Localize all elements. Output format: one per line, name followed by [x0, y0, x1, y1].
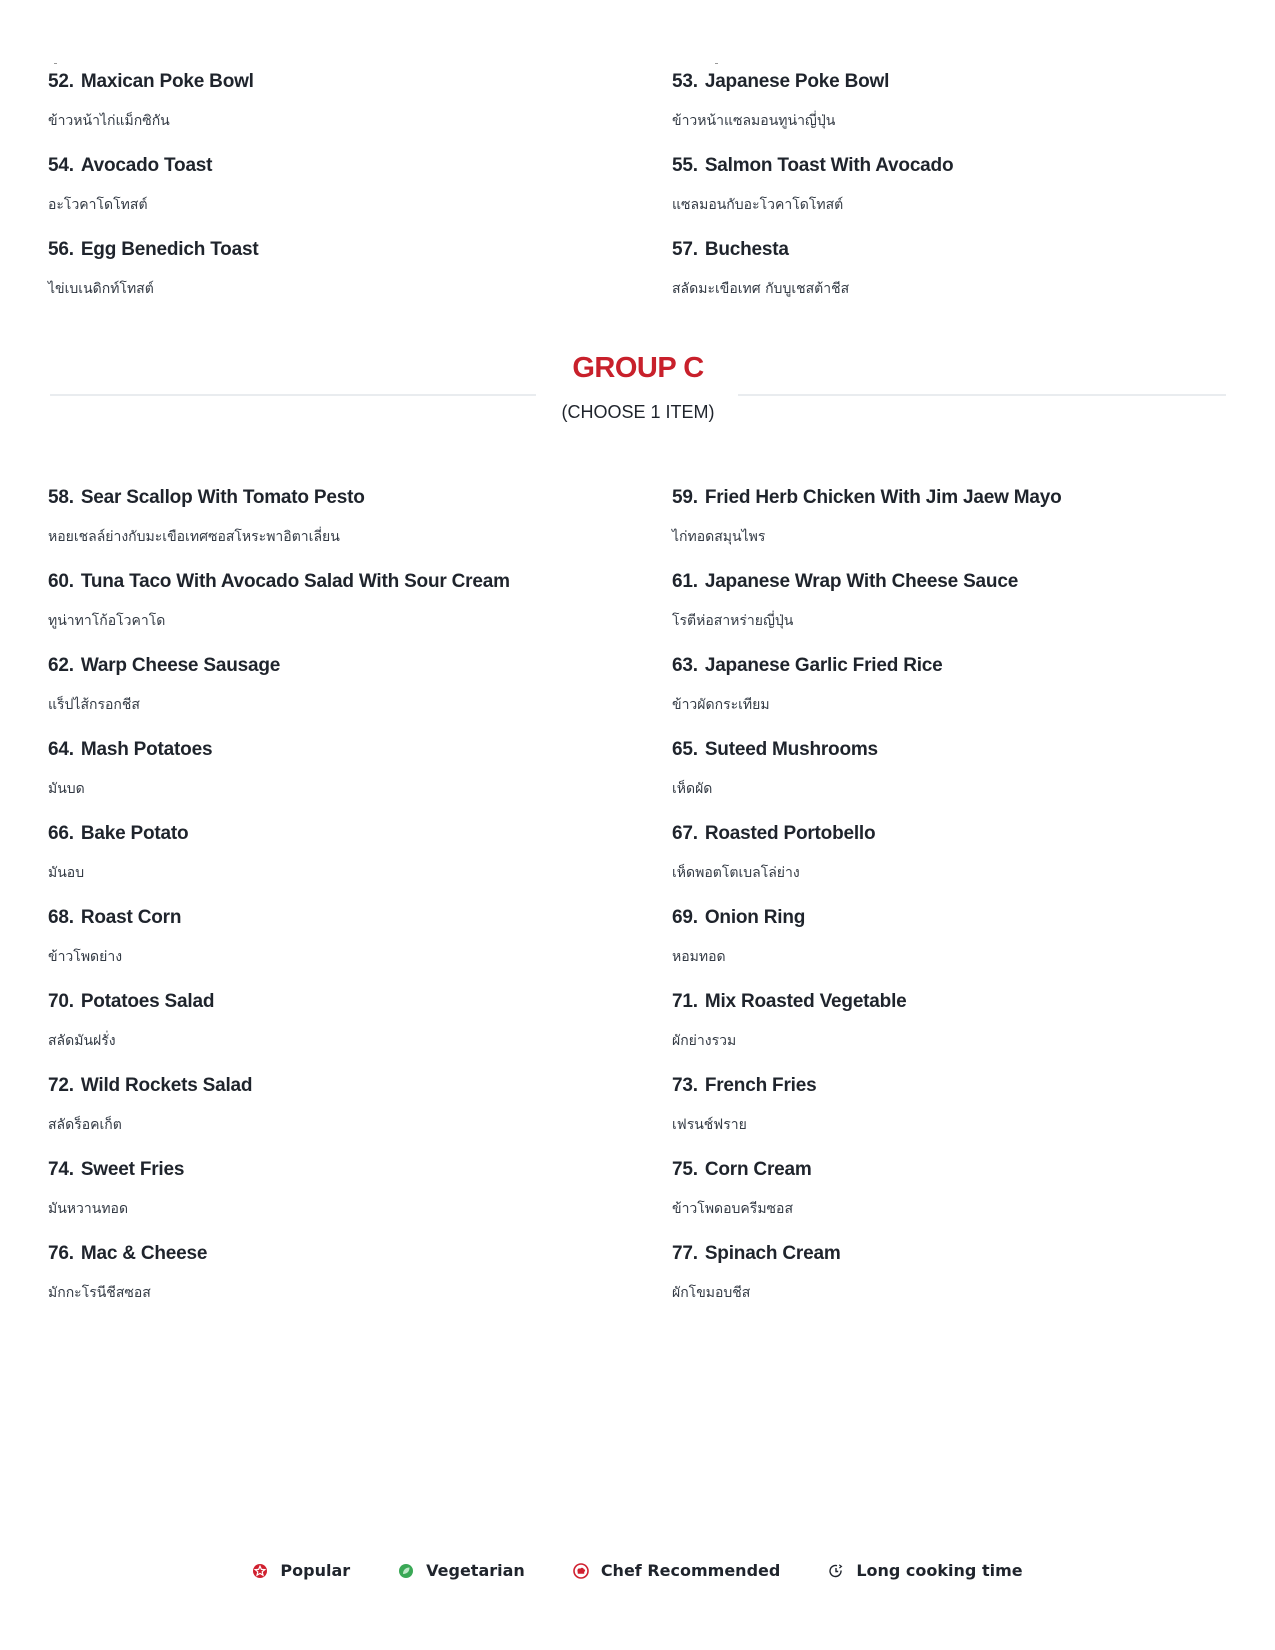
- menu-item-title: [48, 1242, 672, 1266]
- menu-item-thai-description: ทูน่าทาโก้อโวคาโด: [48, 613, 166, 629]
- menu-item-thai-description: เห็ดพอตโตเบลโล่ย่าง: [672, 865, 800, 881]
- vegetarian-icon: [398, 1563, 414, 1579]
- menu-item-number: 57.: [672, 239, 698, 260]
- menu-item-title: [48, 570, 672, 594]
- menu-item-title: [48, 238, 672, 262]
- menu-item-number: 64.: [48, 739, 74, 760]
- menu-item-title: [48, 906, 672, 930]
- menu-item-title: [672, 822, 1228, 846]
- long-cooking-time-icon: [828, 1563, 844, 1579]
- menu-item-title: [672, 1074, 1228, 1098]
- group-c-header: [50, 352, 1226, 432]
- menu-item: [672, 822, 1228, 906]
- menu-item-number: 77.: [672, 1243, 698, 1264]
- menu-item-number: 56.: [48, 239, 74, 260]
- menu-item-title: [48, 154, 672, 178]
- menu-item: [48, 738, 672, 822]
- legend-label-popular: Popular: [280, 1561, 351, 1580]
- divider-left: [50, 394, 536, 396]
- menu-item-title: [672, 990, 1228, 1014]
- menu-item-name: Spinach Cream: [704, 1243, 841, 1264]
- menu-item: [48, 1074, 672, 1158]
- menu-item-title: [672, 738, 1228, 762]
- menu-item: [48, 486, 672, 570]
- menu-item-name: Roast Corn: [80, 907, 182, 928]
- menu-item-thai-description: ข้าวหน้าแซลมอนทูน่าญี่ปุ่น: [672, 113, 836, 129]
- menu-item-thai-description: หอยเชลล์ย่างกับมะเขือเทศซอสโหระพาอิตาเลี่ยน: [48, 529, 340, 545]
- menu-item-thai-description: หอมทอด: [672, 949, 726, 965]
- legend-label-chef-recommended: Chef Recommended: [600, 1561, 781, 1580]
- menu-item: [672, 486, 1228, 570]
- menu-item-number: 65.: [672, 739, 698, 760]
- menu-item-thai-description: ไก่ทอดสมุนไพร: [672, 529, 766, 545]
- menu-item-thai-description: แซลมอนกับอะโวคาโดโทสต์: [672, 197, 844, 213]
- menu-item-title: [672, 654, 1228, 678]
- menu-item-number: 54.: [48, 155, 74, 176]
- menu-item-number: 60.: [48, 571, 74, 592]
- menu-item: [48, 70, 672, 154]
- menu-item-thai-description: อะโวคาโดโทสต์: [48, 197, 148, 213]
- menu-item-thai-description: มันหวานทอด: [48, 1201, 129, 1217]
- menu-item-thai-description: ผักย่างรวม: [672, 1033, 737, 1049]
- menu-item-name: Bake Potato: [80, 823, 189, 844]
- menu-item-title: [48, 990, 672, 1014]
- menu-item: [48, 1242, 672, 1326]
- menu-item-name: Tuna Taco With Avocado Salad With Sour Cream: [80, 571, 510, 592]
- menu-item-title: [48, 738, 672, 762]
- menu-item-thai-description: มันอบ: [48, 865, 85, 881]
- menu-item-number: 55.: [672, 155, 698, 176]
- menu-item-number: 59.: [672, 487, 698, 508]
- menu-item-title: [48, 486, 672, 510]
- menu-item-name: Sear Scallop With Tomato Pesto: [80, 487, 365, 508]
- menu-item-name: Fried Herb Chicken With Jim Jaew Mayo: [704, 487, 1062, 508]
- menu-item-title: [48, 1158, 672, 1182]
- divider-right: [738, 394, 1226, 396]
- menu-item: [672, 738, 1228, 822]
- legend-label-long-cooking-time: Long cooking time: [856, 1561, 1023, 1580]
- menu-item: [48, 906, 672, 990]
- menu-item-number: 67.: [672, 823, 698, 844]
- menu-item: [672, 154, 1228, 238]
- menu-item-thai-description: แร็ปไส้กรอกชีส: [48, 697, 140, 713]
- menu-item-number: 76.: [48, 1243, 74, 1264]
- menu-item: [48, 822, 672, 906]
- menu-item-number: 58.: [48, 487, 74, 508]
- menu-item-number: 74.: [48, 1159, 74, 1180]
- menu-item-title: [672, 70, 1228, 94]
- menu-item-title: [672, 486, 1228, 510]
- legend-item-popular: [252, 1561, 350, 1580]
- menu-item-thai-description: สลัดมันฝรั่ง: [48, 1033, 116, 1049]
- menu-item-title: [48, 70, 672, 94]
- group-c-subtitle: (CHOOSE 1 ITEM): [561, 402, 715, 422]
- menu-item: [48, 154, 672, 238]
- menu-item-title: [48, 822, 672, 846]
- menu-item-number: 75.: [672, 1159, 698, 1180]
- menu-item: [48, 990, 672, 1074]
- menu-item-number: 69.: [672, 907, 698, 928]
- menu-item-name: Corn Cream: [704, 1159, 812, 1180]
- popular-icon: [252, 1563, 268, 1579]
- menu-item-number: 53.: [672, 71, 698, 92]
- legend-item-vegetarian: [398, 1561, 525, 1580]
- menu-item-title: [672, 570, 1228, 594]
- menu-item-name: Roasted Portobello: [704, 823, 876, 844]
- menu-item-title: [48, 654, 672, 678]
- menu-item-thai-description: มันบด: [48, 781, 85, 797]
- menu-item-name: Suteed Mushrooms: [704, 739, 878, 760]
- legend-item-long-cooking-time: [828, 1561, 1022, 1580]
- menu-item: [672, 238, 1228, 322]
- menu-item-name: Sweet Fries: [80, 1159, 185, 1180]
- cutoff-text-remnant: [48, 61, 1228, 64]
- menu-item-thai-description: สลัดมะเขือเทศ กับบูเชสต้าชีส: [672, 281, 850, 297]
- menu-item-name: Japanese Wrap With Cheese Sauce: [704, 571, 1019, 592]
- menu-item-number: 72.: [48, 1075, 74, 1096]
- cutoff-previous-text: [48, 56, 1228, 64]
- menu-item-name: Warp Cheese Sausage: [80, 655, 281, 676]
- menu-item: [672, 906, 1228, 990]
- menu-item-number: 66.: [48, 823, 74, 844]
- menu-item: [672, 70, 1228, 154]
- menu-item-title: [672, 1158, 1228, 1182]
- menu-item-name: Onion Ring: [704, 907, 806, 928]
- menu-item-title: [672, 154, 1228, 178]
- group-c-title: GROUP C: [572, 352, 704, 384]
- menu-item-thai-description: โรตีห่อสาหร่ายญี่ปุ่น: [672, 613, 794, 629]
- menu-item: [672, 1074, 1228, 1158]
- menu-item-title: [672, 1242, 1228, 1266]
- menu-item: [48, 238, 672, 322]
- menu-item-thai-description: ผักโขมอบชีส: [672, 1285, 751, 1301]
- menu-item-title: [672, 906, 1228, 930]
- menu-item-name: Egg Benedich Toast: [80, 239, 259, 260]
- menu-item-thai-description: ข้าวโพดย่าง: [48, 949, 123, 965]
- menu-item-thai-description: ข้าวผัดกระเทียม: [672, 697, 770, 713]
- menu-grid-group-b-continued: [48, 70, 1228, 322]
- menu-item-thai-description: เห็ดผัด: [672, 781, 713, 797]
- legend: [0, 1561, 1275, 1580]
- menu-item-number: 68.: [48, 907, 74, 928]
- menu-item: [48, 1158, 672, 1242]
- menu-item: [672, 1242, 1228, 1326]
- menu-item-thai-description: ข้าวโพดอบครีมซอส: [672, 1201, 793, 1217]
- menu-item-name: French Fries: [704, 1075, 817, 1096]
- menu-item-name: Wild Rockets Salad: [80, 1075, 253, 1096]
- menu-item: [672, 570, 1228, 654]
- menu-item-thai-description: เฟรนช์ฟราย: [672, 1117, 747, 1133]
- menu-item-name: Mash Potatoes: [80, 739, 213, 760]
- menu-item-name: Maxican Poke Bowl: [80, 71, 254, 92]
- menu-item-name: Avocado Toast: [80, 155, 213, 176]
- legend-label-vegetarian: Vegetarian: [426, 1561, 525, 1580]
- menu-item-name: Potatoes Salad: [80, 991, 215, 1012]
- menu-item: [48, 570, 672, 654]
- legend-item-chef-recommended: [573, 1561, 781, 1580]
- menu-item-number: 61.: [672, 571, 698, 592]
- menu-item-number: 71.: [672, 991, 698, 1012]
- chef-recommended-icon: [573, 1563, 589, 1579]
- menu-item-name: Buchesta: [704, 239, 789, 260]
- menu-item-name: Japanese Garlic Fried Rice: [704, 655, 943, 676]
- menu-item-number: 63.: [672, 655, 698, 676]
- menu-item-thai-description: ไข่เบเนดิกท์โทสต์: [48, 281, 154, 297]
- menu-item-number: 62.: [48, 655, 74, 676]
- menu-item-thai-description: ข้าวหน้าไก่แม็กซิกัน: [48, 113, 170, 129]
- menu-item: [48, 654, 672, 738]
- menu-grid-group-c: [48, 486, 1228, 1326]
- menu-item-number: 73.: [672, 1075, 698, 1096]
- menu-item-thai-description: มักกะโรนีชีสซอส: [48, 1285, 151, 1301]
- menu-item-name: Salmon Toast With Avocado: [704, 155, 954, 176]
- menu-item-number: 52.: [48, 71, 74, 92]
- menu-item: [672, 990, 1228, 1074]
- menu-item-name: Mix Roasted Vegetable: [704, 991, 907, 1012]
- menu-item-number: 70.: [48, 991, 74, 1012]
- menu-item-title: [48, 1074, 672, 1098]
- menu-item-thai-description: สลัดร็อคเก็ต: [48, 1117, 122, 1133]
- menu-item-title: [672, 238, 1228, 262]
- menu-item: [672, 1158, 1228, 1242]
- menu-item-name: Japanese Poke Bowl: [704, 71, 890, 92]
- menu-item: [672, 654, 1228, 738]
- menu-item-name: Mac & Cheese: [80, 1243, 208, 1264]
